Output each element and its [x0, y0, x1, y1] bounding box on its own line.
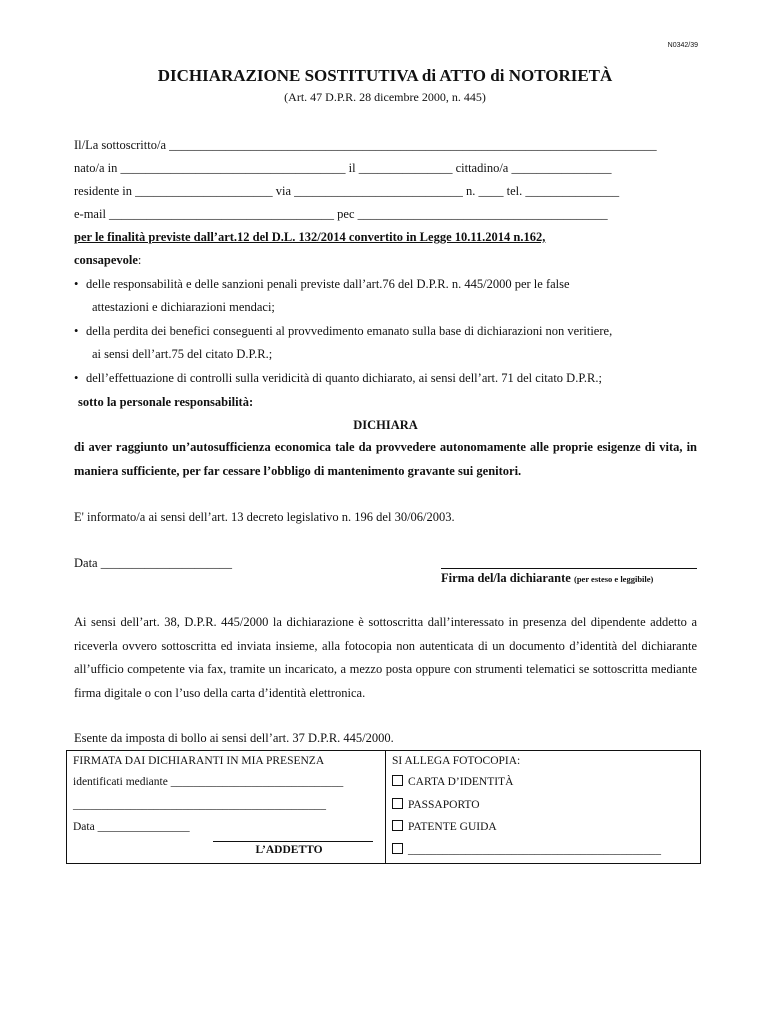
field-name-line: Il/La sottoscritto/a ______________________________________________________________________________	[74, 138, 657, 152]
declaration-text: di aver raggiunto un’autosufficienza economica tale da provvedere autonomamente alle proprie esigenze di vita, in maniera sufficiente, per far cessare l’obbligo di mantenimento gravante sui genitori.	[74, 440, 697, 478]
attachment-label: PASSAPORTO	[408, 798, 480, 811]
officer-cell	[67, 751, 386, 864]
purpose-statement: per le finalità previste dall’art.12 del D.L. 132/2014 convertito in Legge 10.11.2014 n.162,	[74, 230, 546, 244]
checkbox-icon[interactable]	[392, 843, 403, 854]
checkbox-icon[interactable]	[392, 798, 403, 809]
officer-box	[66, 750, 701, 864]
attachment-option-id-card[interactable]	[392, 771, 694, 794]
field-birth-line: nato/a in ____________________________________ il _______________ cittadino/a ________________	[74, 161, 612, 175]
attachment-label: CARTA D’IDENTITÀ	[408, 776, 514, 788]
attachment-option-other[interactable]	[392, 839, 694, 862]
bullet-text: dell’effettuazione di controlli sulla veridicità di quanto dichiarato, ai sensi dell’art. 71 del citato D.P.R.;	[86, 371, 602, 385]
declares-heading: DICHIARA	[353, 418, 418, 432]
checkbox-icon[interactable]	[392, 820, 403, 831]
checkbox-icon[interactable]	[392, 775, 403, 786]
field-residence-line: residente in ______________________ via ___________________________ n. ____ tel. _______________	[74, 184, 620, 198]
signature-note: (per esteso e leggibile)	[573, 574, 654, 584]
bullet-item-1	[74, 277, 570, 292]
field-email-line: e-mail ____________________________________ pec ________________________________________	[74, 207, 608, 221]
bullet-item-3	[74, 371, 602, 386]
bullet-item-1-cont: attestazioni e dichiarazioni mendaci;	[92, 300, 275, 314]
aware-colon: :	[137, 253, 142, 267]
bullet-item-2	[74, 324, 612, 339]
bullet-icon: •	[74, 324, 79, 338]
bullet-text: delle responsabilità e delle sanzioni penali previste dall’art.76 del D.P.R. n. 445/2000 per le false	[86, 277, 570, 291]
identified-by-field: identificati mediante ______________________________	[73, 776, 344, 788]
signature-caption	[441, 571, 653, 586]
attachment-other-blank: ____________________________________________	[408, 843, 661, 856]
document-code: N0342/39	[667, 42, 698, 49]
bullet-item-2-cont: ai sensi dell’art.75 del citato D.P.R.;	[92, 347, 273, 361]
attachment-option-passport[interactable]	[392, 794, 694, 817]
attachments-title: SI ALLEGA FOTOCOPIA:	[392, 755, 521, 767]
bullet-icon: •	[74, 371, 79, 385]
attachment-option-driving-licence[interactable]	[392, 816, 694, 839]
officer-box-title: FIRMATA DAI DICHIARANTI IN MIA PRESENZA	[73, 755, 325, 767]
signature-label: Firma del/la dichiarante	[441, 571, 571, 585]
date-field: Data _____________________	[74, 556, 232, 570]
bullet-icon: •	[74, 277, 79, 291]
responsibility-label: sotto la personale responsabilità:	[78, 395, 254, 409]
officer-date-field: Data ________________	[73, 821, 190, 833]
identified-by-extra-line: ____________________________________________	[73, 798, 326, 811]
officer-label: L’ADDETTO	[255, 843, 323, 856]
aware-heading	[74, 253, 141, 268]
stamp-exemption: Esente da imposta di bollo ai sensi dell’art. 37 D.P.R. 445/2000.	[74, 731, 394, 745]
document-subtitle: (Art. 47 D.P.R. 28 dicembre 2000, n. 445)	[284, 90, 486, 104]
aware-label: consapevole	[74, 253, 138, 267]
attachment-label: PATENTE GUIDA	[408, 821, 497, 833]
attachments-cell	[386, 751, 701, 864]
privacy-note: E' informato/a ai sensi dell’art. 13 decreto legislativo n. 196 del 30/06/2003.	[74, 510, 455, 524]
document-title: DICHIARAZIONE SOSTITUTIVA di ATTO di NOTORIETÀ	[157, 66, 613, 85]
bullet-text: della perdita dei benefici conseguenti al provvedimento emanato sulla base di dichiarazioni non veritiere,	[86, 324, 613, 338]
legal-paragraph: Ai sensi dell’art. 38, D.P.R. 445/2000 la dichiarazione è sottoscritta dall’interessato in presenza del dipendente addetto a riceverla ovvero sottoscritta ed inviata insieme, alla fotocopia non autenticata di un documento d’identità del dichiarante all’ufficio competente via fax, tramite un incaricato, a mezzo posta oppure con strumenti telematici se sottoscritta mediante firma digitale o con l’uso della carta d’identità elettronica.	[74, 615, 697, 700]
signature-line	[441, 568, 697, 569]
